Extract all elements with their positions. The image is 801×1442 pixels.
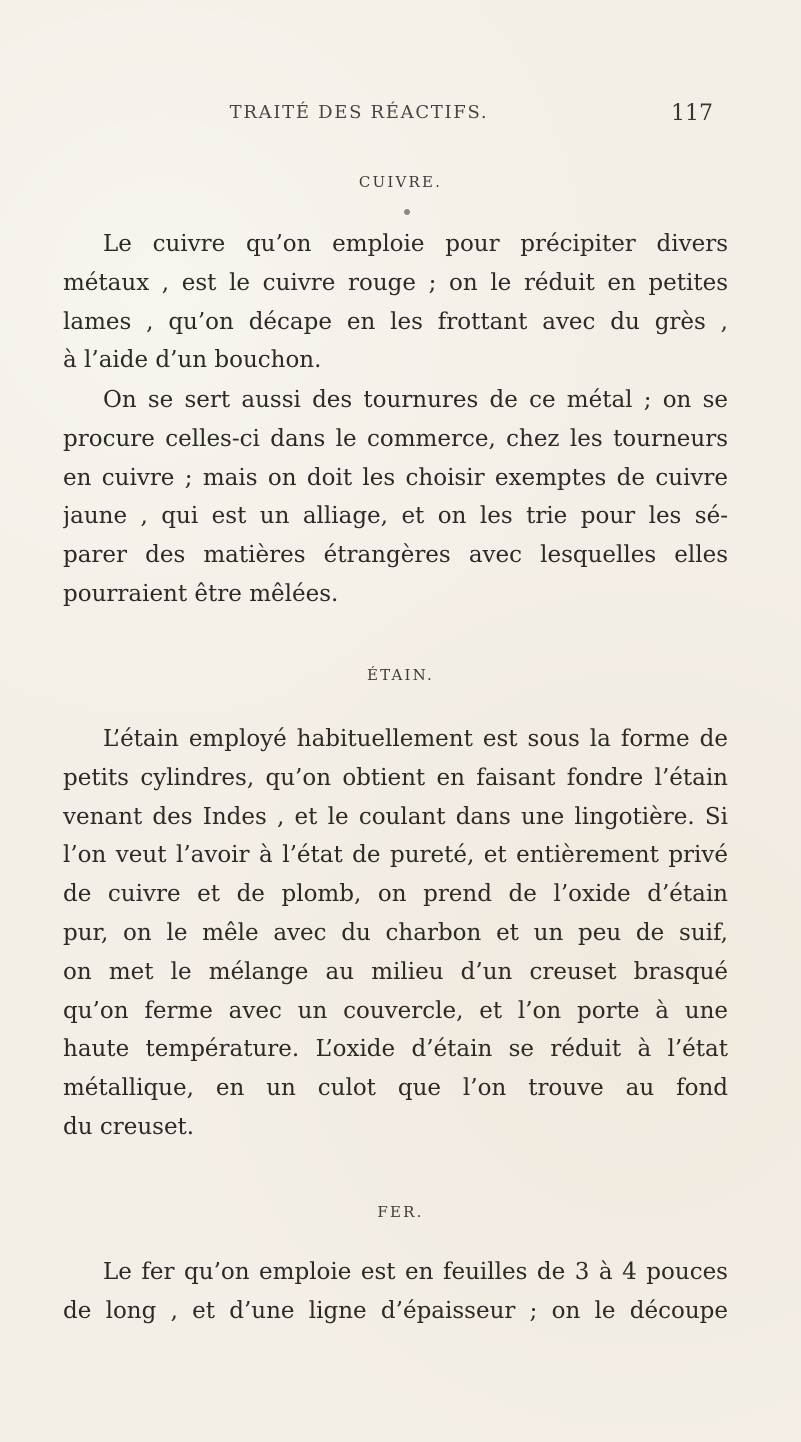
text-line: en cuivre ; mais on doit les choisir exemptes de cuivre xyxy=(63,464,728,491)
text-line: haute température. L’oxide d’étain se réduit à l’état xyxy=(63,1036,728,1063)
text-line: métaux , est le cuivre rouge ; on le réduit en petites xyxy=(63,269,728,296)
text-line: on met le mélange au milieu d’un creuset brasqué xyxy=(63,958,728,985)
paragraph-fer xyxy=(63,1253,728,1331)
text-line: lames , qu’on décape en les frottant avec du grès , xyxy=(63,308,728,335)
text-line: l’on veut l’avoir à l’état de pureté, et entièrement privé xyxy=(63,842,728,869)
text-line: venant des Indes , et le coulant dans une lingotière. Si xyxy=(63,803,728,830)
text-line: Le cuivre qu’on emploie pour précipiter divers xyxy=(103,231,728,257)
section-heading-cuivre: CUIVRE. xyxy=(358,173,443,191)
text-line: Le fer qu’on emploie est en feuilles de 3 à 4 pouces xyxy=(103,1259,728,1285)
text-line: On se sert aussi des tournures de ce métal ; on se xyxy=(103,387,728,413)
text-line: à l’aide d’un bouchon. xyxy=(63,347,322,374)
running-title: TRAITÉ DES RÉACTIFS. xyxy=(229,102,489,123)
ornament-dot xyxy=(404,209,410,215)
text-line: de long , et d’une ligne d’épaisseur ; on le découpe xyxy=(63,1297,728,1324)
text-line: du creuset. xyxy=(63,1113,195,1140)
running-head xyxy=(0,102,801,132)
section-heading-fer: FER. xyxy=(377,1203,424,1221)
paragraph-cuivre-2 xyxy=(63,381,728,614)
text-line: qu’on ferme avec un couvercle, et l’on porte à une xyxy=(63,997,728,1024)
paragraph-etain xyxy=(63,720,728,1147)
text-line: L’étain employé habituellement est sous la forme de xyxy=(103,726,728,752)
text-line: métallique, en un culot que l’on trouve au fond xyxy=(63,1075,728,1102)
text-line: jaune , qui est un alliage, et on les trie pour les sé- xyxy=(63,503,728,530)
text-line: procure celles-ci dans le commerce, chez les tourneurs xyxy=(63,425,728,452)
text-line: de cuivre et de plomb, on prend de l’oxide d’étain xyxy=(63,881,728,908)
section-heading-etain: ÉTAIN. xyxy=(366,666,435,684)
text-line: pur, on le mêle avec du charbon et un peu de suif, xyxy=(63,919,728,946)
paragraph-cuivre-1 xyxy=(63,225,728,380)
text-line: petits cylindres, qu’on obtient en faisant fondre l’étain xyxy=(63,764,728,791)
page-number: 117 xyxy=(671,101,713,126)
text-line: pourraient être mêlées. xyxy=(63,580,339,607)
text-line: parer des matières étrangères avec lesquelles elles xyxy=(63,542,728,569)
